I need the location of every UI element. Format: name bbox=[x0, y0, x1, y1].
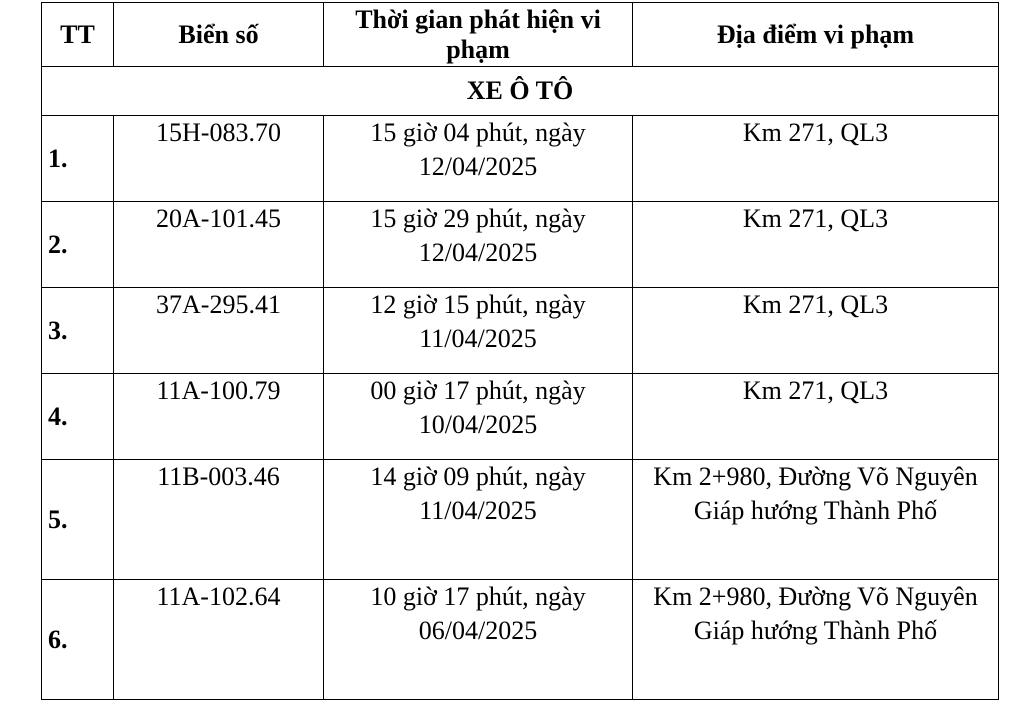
row-number: 5. bbox=[42, 460, 114, 580]
violation-location: Km 2+980, Đường Võ Nguyên Giáp hướng Thành Phố bbox=[633, 580, 999, 700]
detection-time: 14 giờ 09 phút, ngày 11/04/2025 bbox=[324, 460, 633, 580]
detection-time: 15 giờ 04 phút, ngày 12/04/2025 bbox=[324, 116, 633, 202]
license-plate: 15H-083.70 bbox=[114, 116, 324, 202]
section-title: XE Ô TÔ bbox=[42, 67, 999, 116]
table-row bbox=[42, 580, 999, 700]
header-plate: Biển số bbox=[114, 3, 324, 67]
license-plate: 11B-003.46 bbox=[114, 460, 324, 580]
table-row bbox=[42, 116, 999, 202]
row-number: 6. bbox=[42, 580, 114, 700]
header-row bbox=[42, 3, 999, 67]
violation-location: Km 271, QL3 bbox=[633, 202, 999, 288]
row-number: 3. bbox=[42, 288, 114, 374]
header-place: Địa điểm vi phạm bbox=[633, 3, 999, 67]
violation-location: Km 271, QL3 bbox=[633, 116, 999, 202]
header-tt: TT bbox=[42, 3, 114, 67]
violations-table bbox=[41, 2, 999, 700]
violation-location: Km 271, QL3 bbox=[633, 288, 999, 374]
license-plate: 11A-100.79 bbox=[114, 374, 324, 460]
table-row bbox=[42, 460, 999, 580]
row-number: 1. bbox=[42, 116, 114, 202]
table-row bbox=[42, 288, 999, 374]
detection-time: 10 giờ 17 phút, ngày 06/04/2025 bbox=[324, 580, 633, 700]
table-row bbox=[42, 374, 999, 460]
detection-time: 15 giờ 29 phút, ngày 12/04/2025 bbox=[324, 202, 633, 288]
section-row bbox=[42, 67, 999, 116]
detection-time: 12 giờ 15 phút, ngày 11/04/2025 bbox=[324, 288, 633, 374]
detection-time: 00 giờ 17 phút, ngày 10/04/2025 bbox=[324, 374, 633, 460]
violation-location: Km 271, QL3 bbox=[633, 374, 999, 460]
license-plate: 37A-295.41 bbox=[114, 288, 324, 374]
violation-location: Km 2+980, Đường Võ Nguyên Giáp hướng Thành Phố bbox=[633, 460, 999, 580]
header-time: Thời gian phát hiện vi phạm bbox=[324, 3, 633, 67]
row-number: 2. bbox=[42, 202, 114, 288]
license-plate: 11A-102.64 bbox=[114, 580, 324, 700]
row-number: 4. bbox=[42, 374, 114, 460]
table-row bbox=[42, 202, 999, 288]
license-plate: 20A-101.45 bbox=[114, 202, 324, 288]
